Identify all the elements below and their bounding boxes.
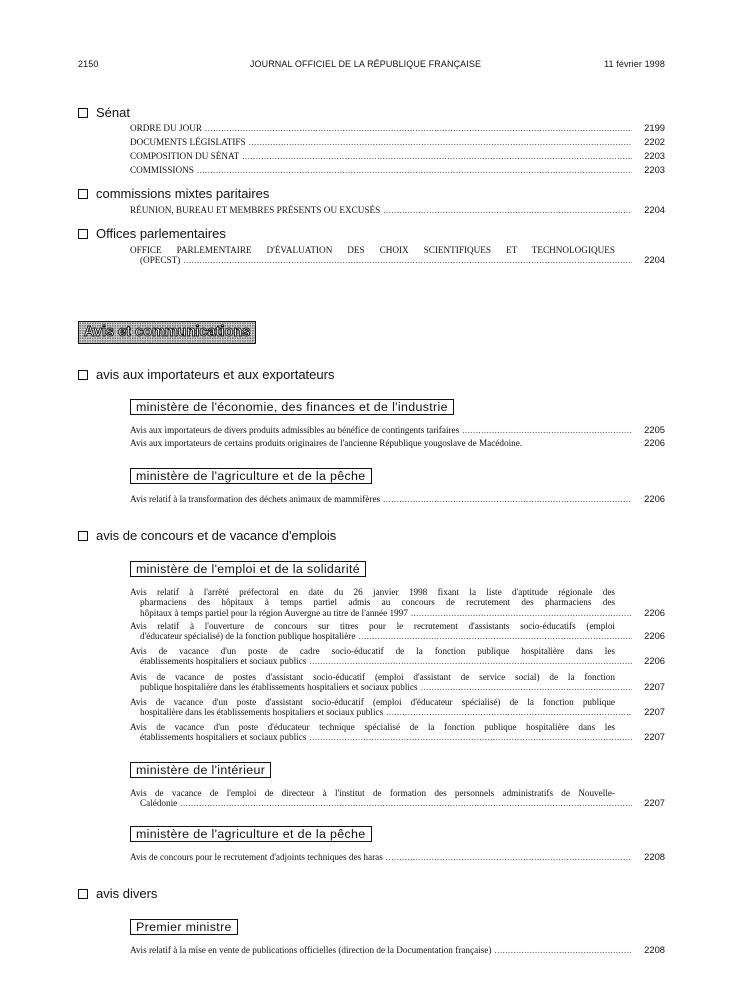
entry-label: COMPOSITION DU SÉNAT xyxy=(130,151,240,161)
issue-date: 11 février 1998 xyxy=(604,59,665,69)
entry-page: 2208 xyxy=(644,851,665,862)
entry-page: 2206 xyxy=(644,437,665,448)
toc-entry xyxy=(130,165,665,175)
checkbox-icon xyxy=(78,370,88,380)
entry-page: 2207 xyxy=(644,731,665,743)
entry-label: hospitalière dans les établissements hospitaliers et sociaux publics xyxy=(140,707,384,718)
entry-page: 2205 xyxy=(644,424,665,435)
entry-label: Avis de vacance d'un poste d'assistant socio-éducatif (emploi d'éducateur spécialisé) de la fonction publique xyxy=(130,697,615,707)
entry-page: 2204 xyxy=(644,254,665,266)
entry-page: 2203 xyxy=(644,164,665,175)
entry-label: établissements hospitaliers et sociaux publics xyxy=(140,732,307,743)
toc-entry xyxy=(130,672,665,693)
entry-label: COMMISSIONS xyxy=(130,165,194,175)
entry-page: 2207 xyxy=(644,681,665,693)
section-divers xyxy=(78,886,157,901)
section-concours xyxy=(78,528,336,543)
entry-label: hôpitaux à temps partiel pour la région Auvergne au titre de l'année 1997 xyxy=(140,607,408,618)
entry-label: établissements hospitaliers et sociaux publics xyxy=(140,656,307,667)
entry-page: 2206 xyxy=(644,493,665,504)
ministry-box: ministère de l'agriculture et de la pêche xyxy=(130,468,372,484)
checkbox-icon xyxy=(78,108,88,118)
section-title: avis de concours et de vacance d'emplois xyxy=(96,528,337,543)
entry-label: Avis de vacance de l'emploi de directeur à l'institut de formation des personnels administratifs de Nouvelle- xyxy=(130,788,615,798)
checkbox-icon xyxy=(78,889,88,899)
entry-label: pharmaciens des hôpitaux à temps partiel admis au concours de recrutement des pharmaciens des xyxy=(140,597,615,608)
ministry-box: ministère de l'intérieur xyxy=(130,762,271,778)
ministry-box: Premier ministre xyxy=(130,919,238,935)
section-title: Sénat xyxy=(96,105,130,120)
toc-entry xyxy=(130,945,665,955)
entry-label: Avis relatif à la transformation des déchets animaux de mammifères xyxy=(130,494,381,504)
entry-page: 2199 xyxy=(644,122,665,133)
toc-entry xyxy=(130,494,665,504)
toc-entry xyxy=(130,852,665,862)
toc-entry xyxy=(130,205,665,215)
entry-label: Avis de vacance d'un poste d'éducateur technique spécialisé de la fonction publique hospitalière dans les xyxy=(130,722,615,732)
toc-entry xyxy=(130,425,665,435)
page-number: 2150 xyxy=(78,59,99,69)
section-importateurs xyxy=(78,367,334,382)
entry-label: DOCUMENTS LÉGISLATIFS xyxy=(130,137,246,147)
section-title: Offices parlementaires xyxy=(96,226,226,241)
toc-entry xyxy=(130,788,665,809)
section-banner: Avis et communications xyxy=(78,321,256,344)
journal-title: JOURNAL OFFICIEL DE LA RÉPUBLIQUE FRANÇAISE xyxy=(249,59,482,69)
entry-label: Avis relatif à l'arrêté préfectoral en date du 26 janvier 1998 fixant la liste d'aptitude régionale des xyxy=(130,587,615,597)
section-title: commissions mixtes paritaires xyxy=(96,186,270,201)
toc-entry xyxy=(130,151,665,161)
entry-label: (OPECST) xyxy=(140,255,181,266)
checkbox-icon xyxy=(78,189,88,199)
entry-page: 2207 xyxy=(644,706,665,718)
entry-page: 2206 xyxy=(644,606,665,618)
entry-page: 2203 xyxy=(644,150,665,161)
toc-entry xyxy=(130,621,665,642)
entry-page: 2204 xyxy=(644,204,665,215)
entry-page: 2206 xyxy=(644,655,665,667)
entry-label: Avis aux importateurs de divers produits admissibles au bénéfice de contingents tarifaires xyxy=(130,425,460,435)
ministry-box: ministère de l'emploi et de la solidarité xyxy=(130,561,366,577)
entry-label: OFFICE PARLEMENTAIRE D'ÉVALUATION DES CHOIX SCIENTIFIQUES ET TECHNOLOGIQUES xyxy=(130,245,615,255)
ministry-box: ministère de l'économie, des finances et de l'industrie xyxy=(130,399,454,415)
entry-page: 2202 xyxy=(644,136,665,147)
entry-page: 2208 xyxy=(644,944,665,955)
entry-label: ORDRE DU JOUR xyxy=(130,123,202,133)
entry-label: Avis relatif à l'ouverture de concours sur titres pour le recrutement d'assistants socio-éducatifs (emploi xyxy=(130,621,615,631)
toc-entry xyxy=(130,697,665,718)
section-commissions-mixtes xyxy=(78,186,269,201)
toc-entry xyxy=(130,646,665,667)
entry-label: Avis de concours pour le recrutement d'adjoints techniques des haras xyxy=(130,852,383,862)
entry-page: 2206 xyxy=(644,630,665,642)
toc-entry xyxy=(130,123,665,133)
entry-label: publique hospitalière dans les établissements hospitaliers et sociaux publics xyxy=(140,682,418,693)
entry-label: d'éducateur spécialisé) de la fonction publique hospitalière xyxy=(140,631,356,642)
section-title: avis aux importateurs et aux exportateurs xyxy=(96,367,335,382)
entry-label: Calédonie xyxy=(140,798,178,809)
ministry-box: ministère de l'agriculture et de la pêche xyxy=(130,826,372,842)
checkbox-icon xyxy=(78,229,88,239)
toc-entry xyxy=(130,245,665,266)
entry-label: Avis relatif à la mise en vente de publications officielles (direction de la Documentation française) xyxy=(130,945,492,955)
entry-label: Avis aux importateurs de certains produits originaires de l'ancienne République yougoslave de Macédoine. xyxy=(130,438,523,448)
toc-entry xyxy=(130,722,665,743)
toc-entry xyxy=(130,587,665,618)
checkbox-icon xyxy=(78,531,88,541)
section-senat xyxy=(78,105,130,120)
toc-entry xyxy=(130,137,665,147)
toc-entry xyxy=(130,438,665,448)
entry-label: Avis de vacance de postes d'assistant socio-éducatif (emploi d'assistant de service social) de la fonction xyxy=(130,672,615,682)
entry-label: RÉUNION, BUREAU ET MEMBRES PRÉSENTS OU EXCUSÉS xyxy=(130,205,381,215)
section-title: avis divers xyxy=(96,886,158,901)
entry-label: Avis de vacance d'un poste de cadre socio-éducatif de la fonction publique hospitalière dans les xyxy=(130,646,615,656)
entry-page: 2207 xyxy=(644,797,665,809)
section-offices xyxy=(78,226,226,241)
